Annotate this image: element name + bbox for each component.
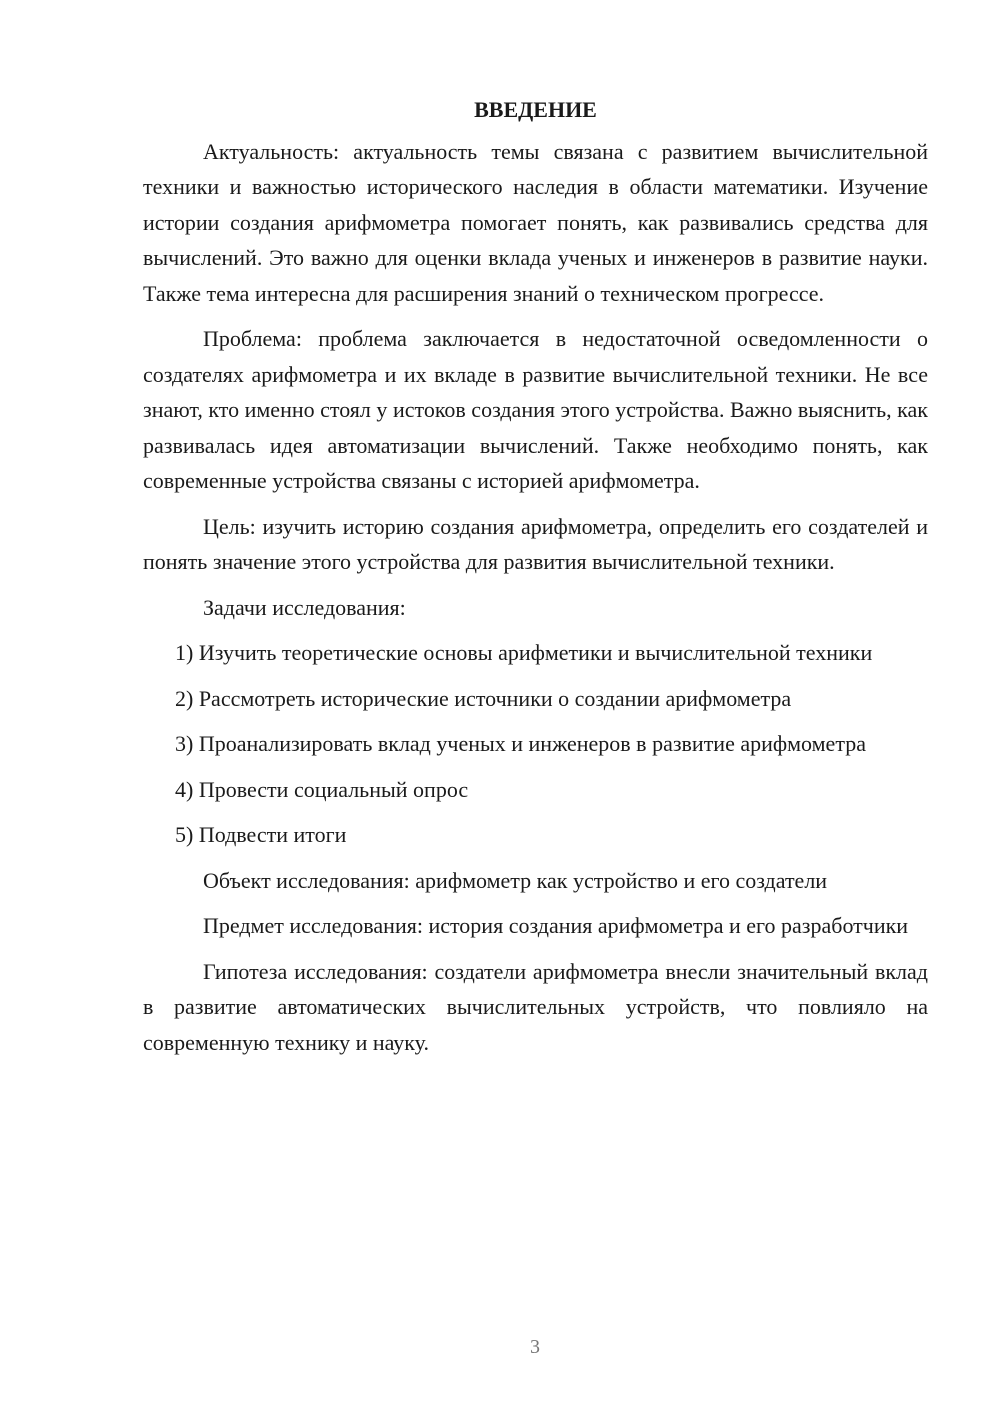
subject-paragraph: Предмет исследования: история создания арифмометра и его разработчики [203, 913, 909, 938]
list-item: 5) Подвести итоги [175, 822, 347, 847]
tasks-heading: Задачи исследования: [203, 594, 406, 620]
list-item: 4) Провести социальный опрос [175, 776, 469, 802]
page-title: ВВЕДЕНИЕ [474, 97, 597, 122]
goal-paragraph: Цель: изучить историю создания арифмометра, определить его создателей и понять значение этого устройства для развития вычислительной техники. [143, 513, 928, 574]
page-number: 3 [530, 1336, 540, 1358]
list-item: 3) Проанализировать вклад ученых и инженеров в развитие арифмометра [175, 731, 866, 756]
page-content [143, 92, 928, 1070]
object-paragraph: Объект исследования: арифмометр как устройство и его создатели [203, 867, 828, 893]
list-item: 2) Рассмотреть исторические источники о создании арифмометра [175, 685, 792, 711]
tasks-list [143, 635, 928, 853]
problem-paragraph: Проблема: проблема заключается в недостаточной осведомленности о создателях арифмометра и их вкладе в развитие вычислительной техники. Не все знают, кто именно стоял у истоков создания этого устройства. Важно выяснить, как развивалась идея автоматизации вычислений. Также необходимо понять, как современные устройства связаны с историей арифмометра. [143, 326, 928, 493]
relevance-paragraph: Актуальность: актуальность темы связана с развитием вычислительной техники и важностью исторического наследия в области математики. Изучение истории создания арифмометра помогает понять, как развивались средства для вычислений. Это важно для оценки вклада ученых и инженеров в развитие науки. Также тема интересна для расширения знаний о техническом прогрессе. [143, 138, 928, 306]
list-item: 1) Изучить теоретические основы арифметики и вычислительной техники [175, 640, 873, 665]
hypothesis-paragraph: Гипотеза исследования: создатели арифмометра внесли значительный вклад в развитие автоматических вычислительных устройств, что повлияло на современную технику и науку. [143, 958, 928, 1055]
